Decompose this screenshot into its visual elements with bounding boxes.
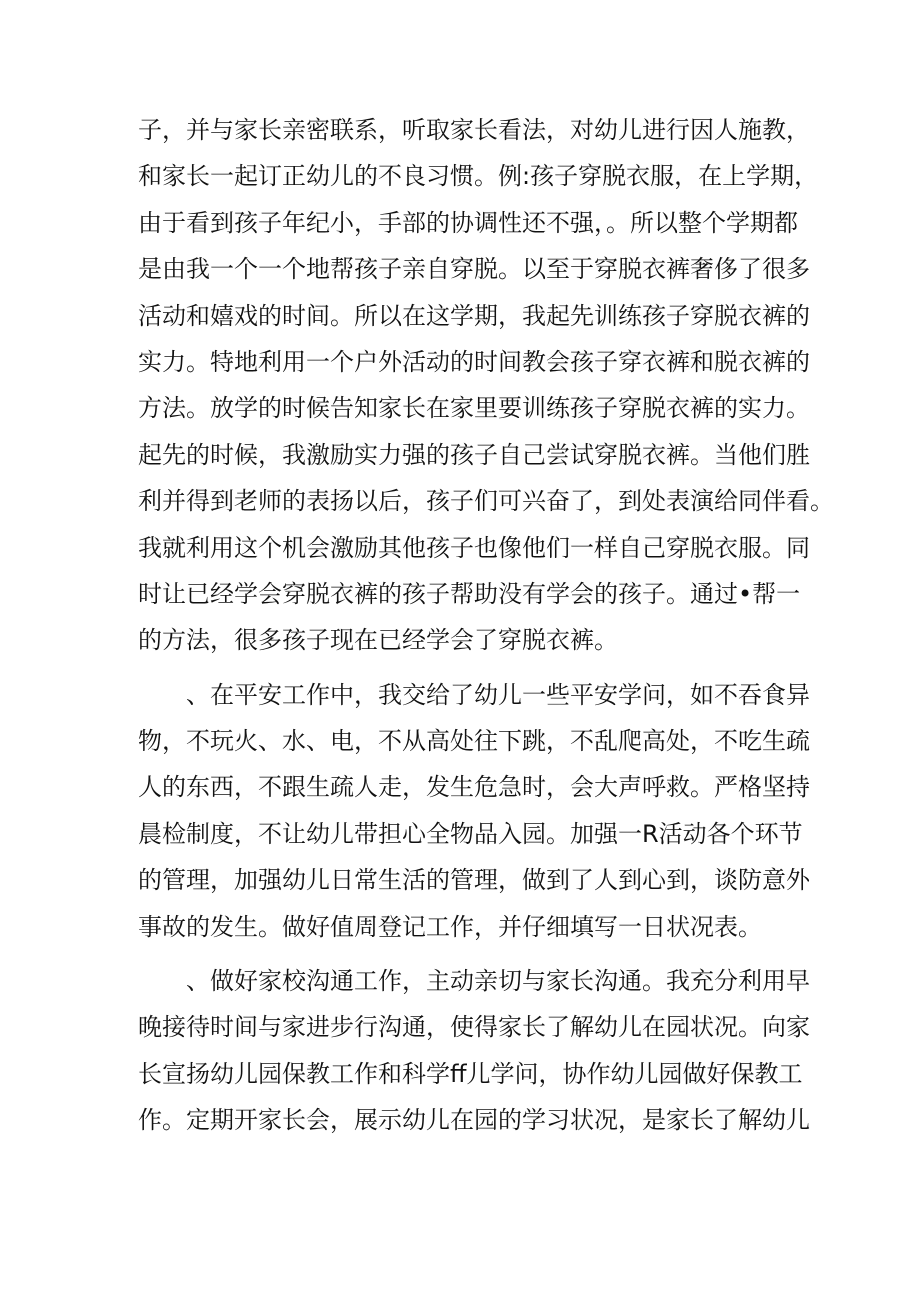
text-line: 晨检制度，不让幼儿带担心全物品入园。加强一R活动各个环节 bbox=[138, 819, 803, 848]
paragraph-3 bbox=[138, 958, 810, 1144]
text-line: 时让已经学会穿脱衣裤的孩子帮助没有学会的孩子。通过•帮一 bbox=[138, 579, 801, 608]
text-line: 实力。特地利用一个户外活动的时间教会孩子穿衣裤和脱衣裤的 bbox=[138, 347, 810, 376]
text-line: 活动和嬉戏的时间。所以在这学期，我起先训练孩子穿脱衣裤的 bbox=[138, 301, 810, 330]
paragraph-2 bbox=[138, 672, 810, 950]
text-line: 事故的发生。做好值周登记工作，并仔细填写一日状况表。 bbox=[138, 912, 762, 941]
text-line: 起先的时候，我激励实力强的孩子自己尝试穿脱衣裤。当他们胜 bbox=[138, 440, 810, 469]
text-line: 的方法，很多孩子现在已经学会了穿脱衣裤。 bbox=[138, 626, 618, 655]
text-line: 和家长一起订正幼儿的不良习惯。例:孩子穿脱衣服，在上学期， bbox=[138, 162, 819, 191]
text-line: 方法。放学的时候告知家长在家里要训练孩子穿脱衣裤的实力。 bbox=[138, 394, 810, 423]
text-line: 、在平安工作中，我交给了幼儿一些平安学问，如不吞食异 bbox=[186, 680, 810, 709]
text-line: 、做好家校沟通工作，主动亲切与家长沟通。我充分利用早 bbox=[186, 967, 810, 996]
text-line: 由于看到孩子年纪小，手部的协调性还不强，。所以整个学期都 bbox=[138, 208, 798, 237]
text-line: 作。定期开家长会，展示幼儿在园的学习状况，是家长了解幼儿 bbox=[138, 1106, 810, 1135]
text-line: 的管理，加强幼儿日常生活的管理，做到了人到心到，谈防意外 bbox=[138, 866, 810, 895]
text-line: 是由我一个一个地帮孩子亲自穿脱。以至于穿脱衣裤奢侈了很多 bbox=[138, 255, 810, 284]
text-line: 子，并与家长亲密联系，听取家长看法，对幼儿进行因人施教， bbox=[138, 116, 810, 144]
body-text bbox=[138, 107, 834, 1144]
text-line: 物，不玩火、水、电，不从高处往下跳，不乱爬高处，不吃生疏 bbox=[138, 727, 810, 756]
text-line: 利并得到老师的表扬以后，孩子们可兴奋了，到处表演给同伴看。 bbox=[138, 487, 834, 516]
text-line: 晚接待时间与家进步行沟通，使得家长了解幼儿在园状况。向家 bbox=[138, 1013, 810, 1042]
text-line: 人的东西，不跟生疏人走，发生危急时，会大声呼救。严格坚持 bbox=[138, 773, 810, 802]
paragraph-1 bbox=[138, 107, 834, 664]
paragraph-gap bbox=[138, 950, 788, 958]
text-line: 我就利用这个机会激励其他孩子也像他们一样自己穿脱衣服。同 bbox=[138, 533, 810, 562]
paragraph-gap bbox=[138, 664, 788, 672]
text-line: 长宣扬幼儿园保教工作和科学ff儿学问，协作幼儿园做好保教工 bbox=[138, 1059, 803, 1088]
